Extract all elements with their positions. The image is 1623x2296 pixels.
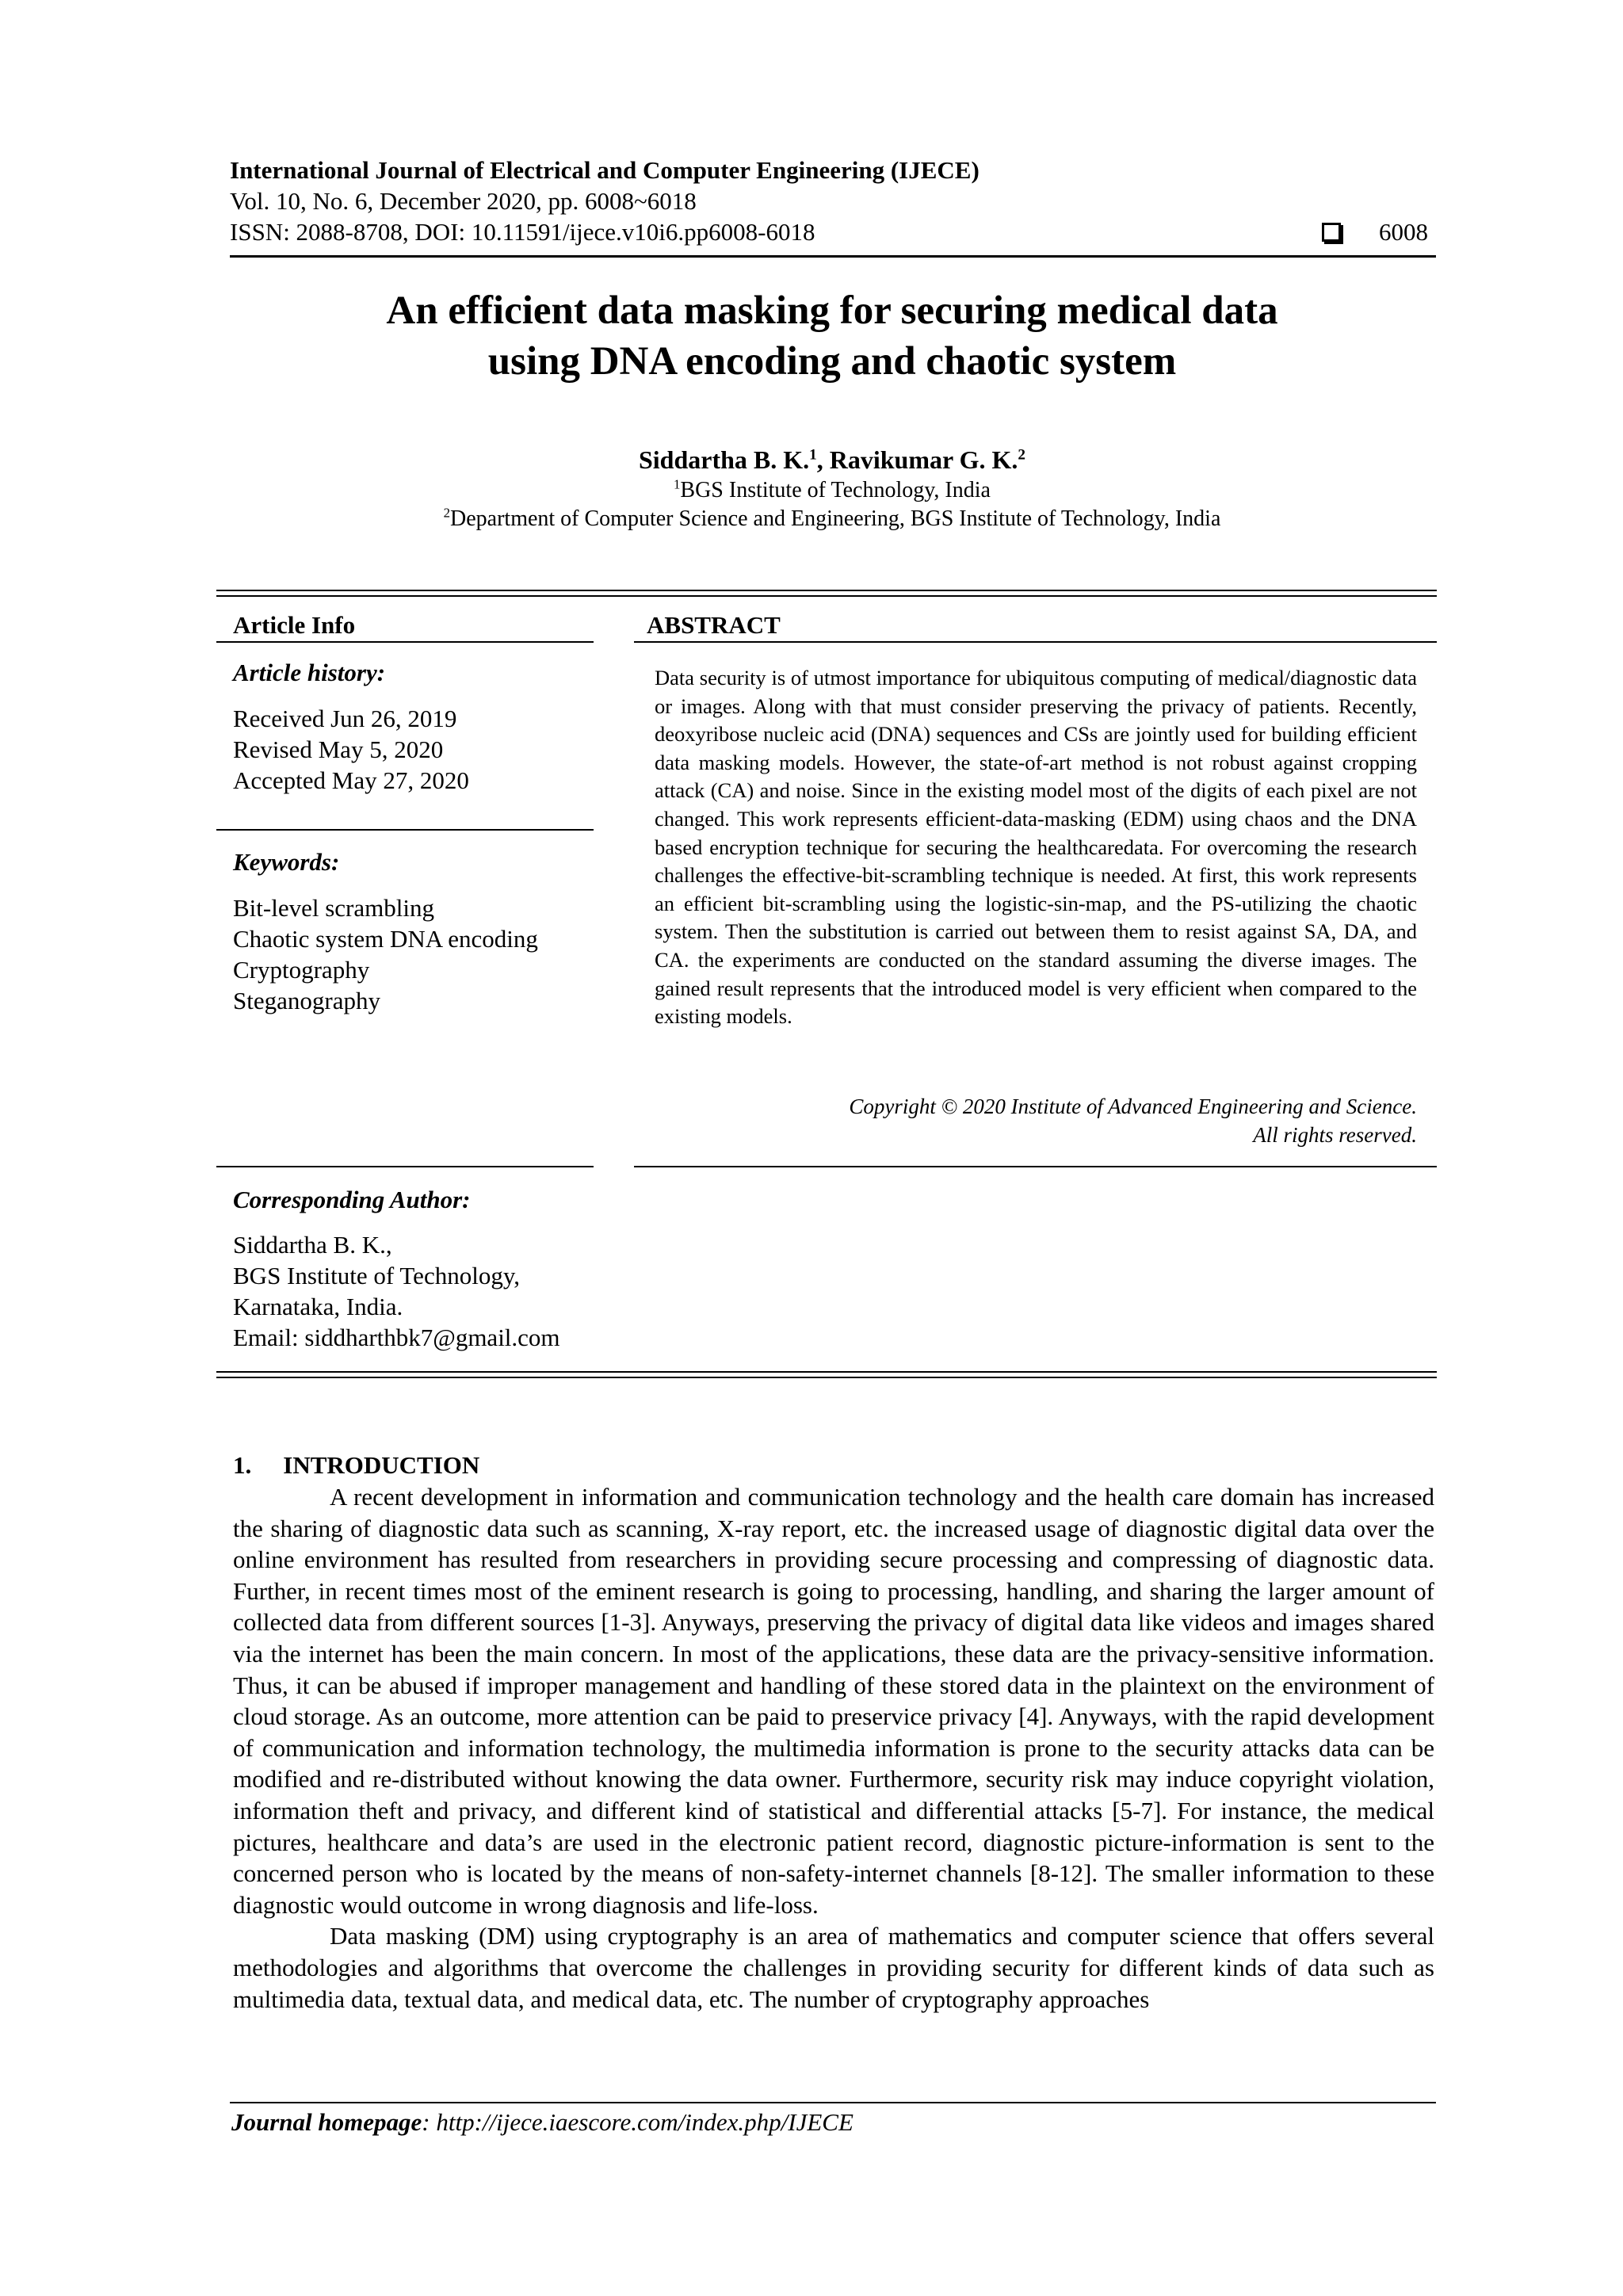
abstract-text: Data security is of utmost importance for ubiquitous computing of medical/diagnostic data or images. Along with that must consider preserving the privacy of patients. Recently, deoxyribose nucleic acid (DNA) sequences and CSs are jointly used for building efficient data masking models. However, the state-of-art method is not robust against cropping attack (CA) and noise. Since in the existing model most of the digits of each pixel are not changed. This work represents efficient-data-masking (EDM) using chaos and the DNA based encryption technique for securing the healthcaredata. For overcoming the research challenges the effective-bit-scrambling technique is needed. At first, this work represents an efficient bit-scrambling using the logistic-sin-map, and the PS-utilizing the chaotic system. Then the substitution is carried out between them to resist against SA, DA, and CA. the experiments are conducted on the standard assuming the diverse images. The gained result represents that the introduced model is very efficient when compared to the existing models. (655, 666, 1417, 1029)
paper-title-line2: using DNA encoding and chaotic system (487, 339, 1177, 384)
introduction-body (233, 1481, 1434, 2015)
author-affil-mark: 1 (809, 446, 817, 464)
issn-doi: ISSN: 2088-8708, DOI: 10.11591/ijece.v10i6.pp6008-6018 (230, 218, 815, 246)
abstract-heading: ABSTRACT (647, 611, 781, 639)
paper-title-line1: An efficient data masking for securing medical data (386, 288, 1278, 333)
page-number: 6008 (1379, 218, 1428, 246)
accepted-date: Accepted May 27, 2020 (233, 766, 469, 794)
keywords-rule (216, 829, 594, 831)
abstract-bottom-rule (634, 1166, 1437, 1167)
keyword-item: Chaotic system DNA encoding (233, 925, 538, 953)
section-heading (233, 1450, 479, 1481)
keyword-item: Cryptography (233, 956, 370, 984)
journal-name: International Journal of Electrical and Computer Engineering (IJECE) (230, 156, 980, 184)
corresponding-location: Karnataka, India. (233, 1293, 403, 1320)
author-name: Siddartha B. K. (638, 445, 810, 474)
section-title: INTRODUCTION (283, 1451, 480, 1479)
author-affil-mark: 2 (1018, 446, 1025, 464)
infobox-bottom-rule (216, 1371, 1437, 1373)
corresponding-author-label: Corresponding Author: (233, 1186, 471, 1213)
corresponding-rule (216, 1166, 594, 1167)
keyword-item: Bit-level scrambling (233, 894, 434, 922)
affiliation-1 (230, 476, 1434, 505)
checkbox-icon (1322, 223, 1341, 242)
section-number: 1. (233, 1451, 252, 1479)
author-list (230, 444, 1434, 476)
article-info-heading: Article Info (233, 611, 356, 639)
corresponding-institute: BGS Institute of Technology, (233, 1262, 521, 1289)
rights-notice: All rights reserved. (1253, 1123, 1417, 1147)
article-history-label: Article history: (233, 659, 386, 686)
keywords-label: Keywords: (233, 848, 340, 876)
homepage-colon: : (422, 2108, 437, 2136)
revised-date: Revised May 5, 2020 (233, 735, 444, 763)
infobox-top-rule (216, 590, 1437, 591)
article-info-rule (216, 641, 594, 643)
copyright-notice: Copyright © 2020 Institute of Advanced Engineering and Science. (849, 1095, 1417, 1118)
header-rule (230, 255, 1436, 258)
affiliation-text: BGS Institute of Technology, India (680, 478, 991, 502)
affiliation-2 (230, 505, 1434, 533)
body-paragraph: Data masking (DM) using cryptography is an area of mathematics and computer science that offers several methodologies and algorithms that overcome the challenges in providing security for different kinds of data such as multimedia data, textual data, and medical data, etc. The number of cryptography approaches (233, 1922, 1434, 2013)
infobox-top-rule (216, 595, 1437, 597)
homepage-link[interactable]: http://ijece.iaescore.com/index.php/IJECE (436, 2108, 854, 2136)
author-name: Ravikumar G. K. (829, 445, 1018, 474)
keyword-item: Steganography (233, 987, 380, 1014)
footer-rule (230, 2102, 1436, 2103)
abstract-rule (634, 641, 1437, 643)
affil-mark: 1 (674, 476, 681, 492)
infobox-bottom-rule (216, 1377, 1437, 1378)
corresponding-email: Email: siddharthbk7@gmail.com (233, 1324, 560, 1351)
affiliation-text: Department of Computer Science and Engineering, BGS Institute of Technology, India (450, 506, 1221, 531)
affil-mark: 2 (443, 505, 451, 521)
journal-homepage (231, 2107, 854, 2138)
volume-info: Vol. 10, No. 6, December 2020, pp. 6008~6018 (230, 187, 697, 215)
received-date: Received Jun 26, 2019 (233, 705, 457, 732)
homepage-label: Journal homepage (231, 2108, 422, 2136)
body-paragraph: A recent development in information and communication technology and the health care domain has increased the sharing of diagnostic data such as scanning, X-ray report, etc. the increased usage of diagnostic digital data over the online environment has resulted from researchers in providing secure processing and compressing of diagnostic data. Further, in recent times most of the eminent research is going to processing, handling, and sharing the larger amount of collected data from different sources [1-3]. Anyways, preserving the privacy of digital data like videos and images shared via the internet has been the main concern. In most of the applications, these data are the privacy-sensitive information. Thus, it can be abused if improper management and handling of these stored data in the plaintext on the environment of cloud storage. As an outcome, more attention can be paid to preservice privacy [4]. Anyways, with the rapid development of communication and information technology, the multimedia information is prone to the security attacks data can be modified and re-distributed without knowing the data owner. Furthermore, security risk may induce copyright violation, information theft and privacy, and different kind of statistical and differential attacks [5-7]. For instance, the medical pictures, healthcare and data’s are used in the electronic patient record, diagnostic picture-information is sent to the concerned person who is located by the means of non-safety-internet channels [8-12]. The smaller information to these diagnostic would outcome in wrong diagnosis and life-loss. (233, 1483, 1434, 1919)
corresponding-name: Siddartha B. K., (233, 1231, 392, 1259)
author-separator: , (816, 445, 830, 474)
